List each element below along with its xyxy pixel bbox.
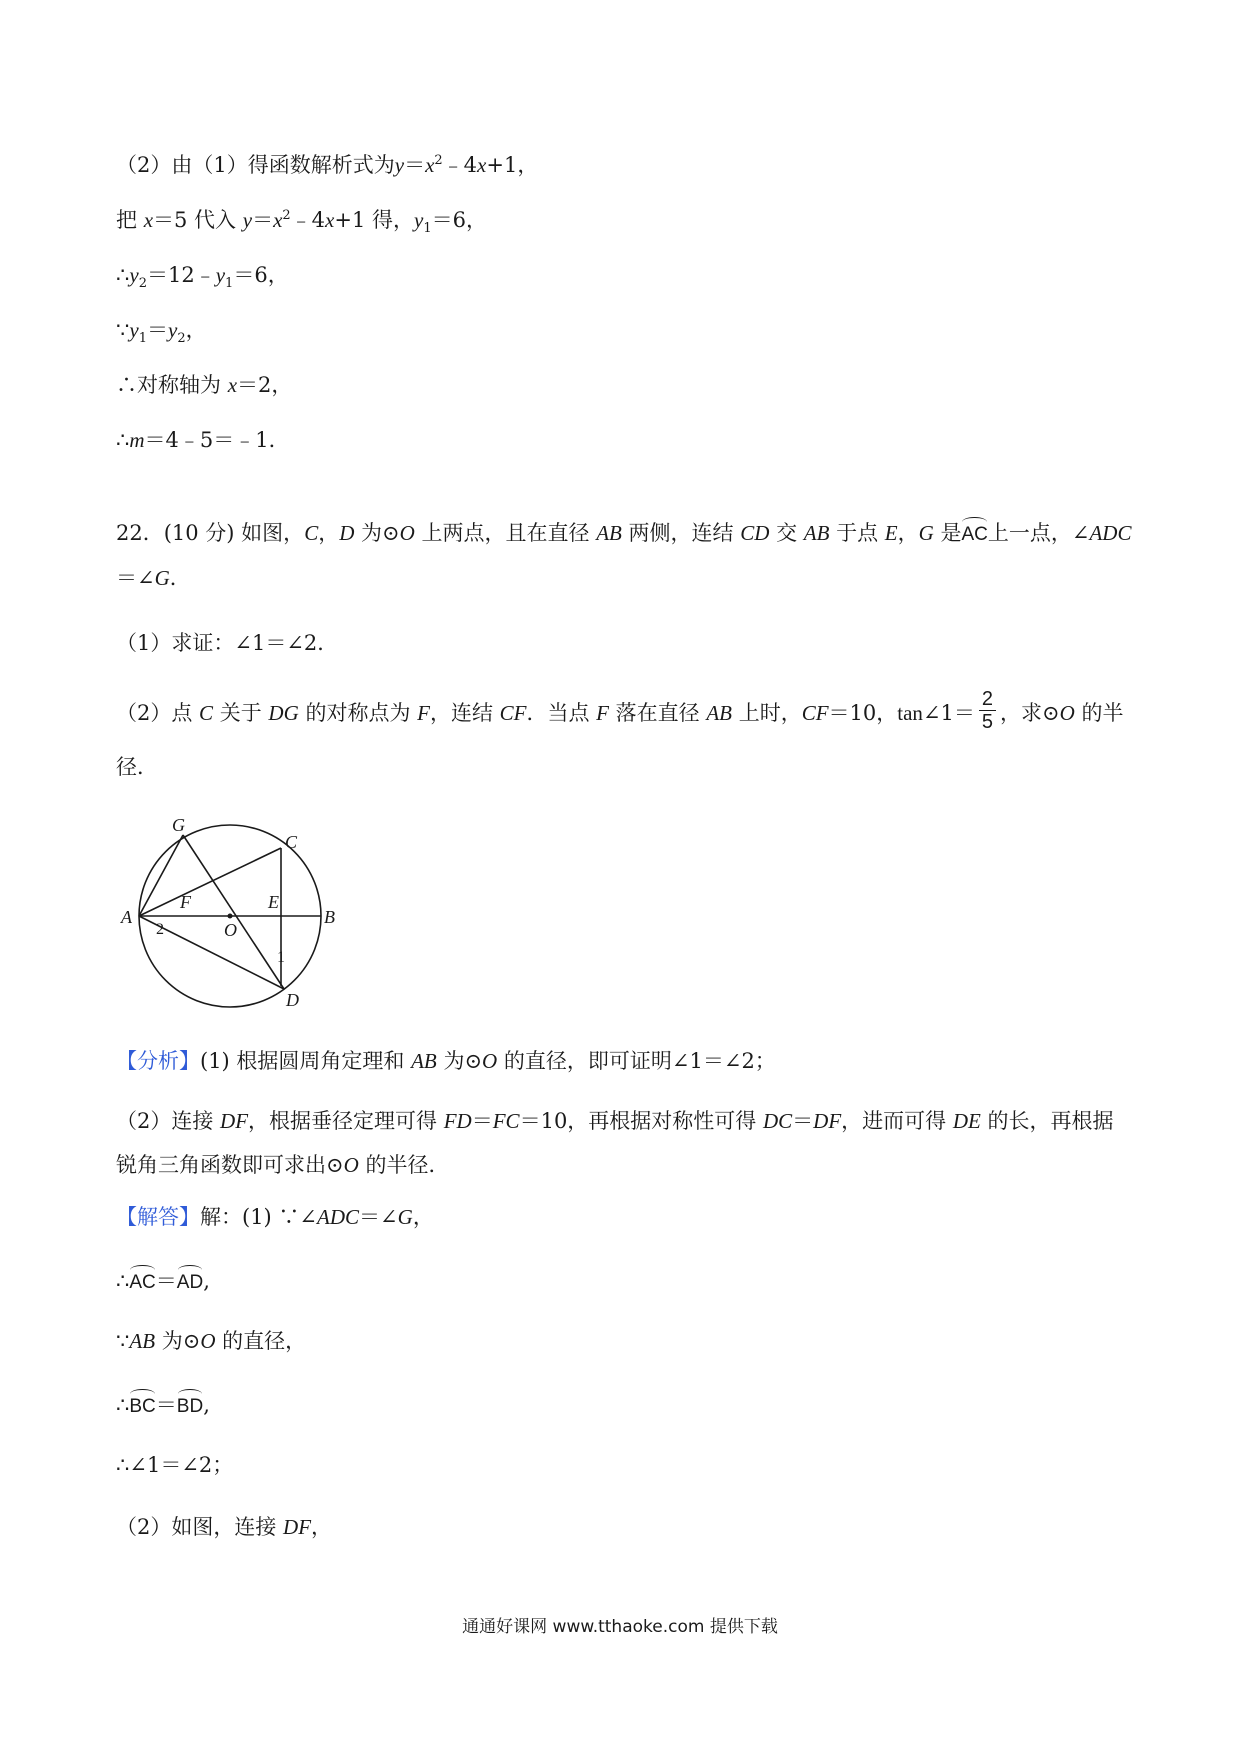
segment-gd: [183, 835, 284, 989]
text-line-6: ∴m＝4﹣5＝﹣1．: [116, 428, 290, 452]
label-o: O: [224, 920, 237, 940]
label-angle-1: 1: [277, 949, 285, 966]
page-footer: 通通好课网 www.tthaoke.com 提供下载: [462, 1617, 778, 1637]
label-d: D: [286, 990, 299, 1010]
text-line-2: 把 x＝5 代入 $y=x^2﹣4x+1$ 得，$y_1=6$，: [116, 208, 487, 237]
solution-line-5: ∴∠1＝∠2；: [116, 1453, 234, 1477]
text-line-3: $\therefore y_2=12﹣y_1=6$，: [116, 263, 289, 292]
text-line-1: （2）由（1）得函数解析式为$y=x^2﹣4x+1$，: [116, 153, 539, 177]
question-22-part2: （2）点 C 关于 DG 的对称点为 F，连结 CF．当点 F 落在直径 AB 上时，CF＝10，tan∠1＝ $\frac{2}{5}$ ，求⊙O 的半: [116, 688, 1124, 733]
question-22-stem: 22．(10 分) 如图，C，D 为⊙O 上两点，且在直径 AB 两侧，连结 CD 交 AB 于点 E，G 是AC上一点，∠ADC: [116, 518, 1131, 550]
geometry-figure: [118, 806, 358, 1016]
solution-line-2: ∴AC＝AD,: [116, 1266, 210, 1298]
text-line-4: $\because y_1=y_2$，: [116, 318, 207, 347]
label-a: A: [121, 907, 132, 927]
label-angle-2: 2: [156, 921, 164, 938]
question-22-stem-cont: ＝∠G．: [116, 566, 191, 590]
label-f: F: [180, 892, 191, 912]
solution-line-6: （2）如图，连接 DF，: [116, 1515, 333, 1539]
solution-line-3: ∵AB 为⊙O 的直径，: [116, 1329, 307, 1353]
label-g: G: [172, 815, 185, 835]
label-c: C: [285, 832, 298, 852]
question-22-part1: （1）求证：∠1＝∠2．: [116, 631, 339, 655]
question-22-part2-cont: 径．: [116, 755, 158, 779]
analysis-part2: （2）连接 DF，根据垂径定理可得 FD＝FC＝10，再根据对称性可得 DC＝DF，进而可得 DE 的长，再根据: [116, 1109, 1114, 1133]
analysis-part1: 【分析】(1) 根据圆周角定理和 AB 为⊙O 的直径，即可证明∠1＝∠2；: [116, 1049, 776, 1073]
center-o-dot: [228, 914, 233, 919]
text-line-5: ∴对称轴为 x＝2，: [116, 373, 293, 397]
label-e: E: [268, 892, 279, 912]
segment-ga: [139, 835, 183, 916]
solution-line-1: 【解答】解：(1) ∵∠ADC＝∠G，: [116, 1205, 434, 1229]
analysis-part2-cont: 锐角三角函数即可求出⊙O 的半径．: [116, 1153, 450, 1177]
label-b: B: [324, 907, 335, 927]
solution-line-4: ∴BC＝BD,: [116, 1390, 210, 1422]
fraction-two-fifths: $\frac{2}{5}$: [979, 688, 996, 733]
